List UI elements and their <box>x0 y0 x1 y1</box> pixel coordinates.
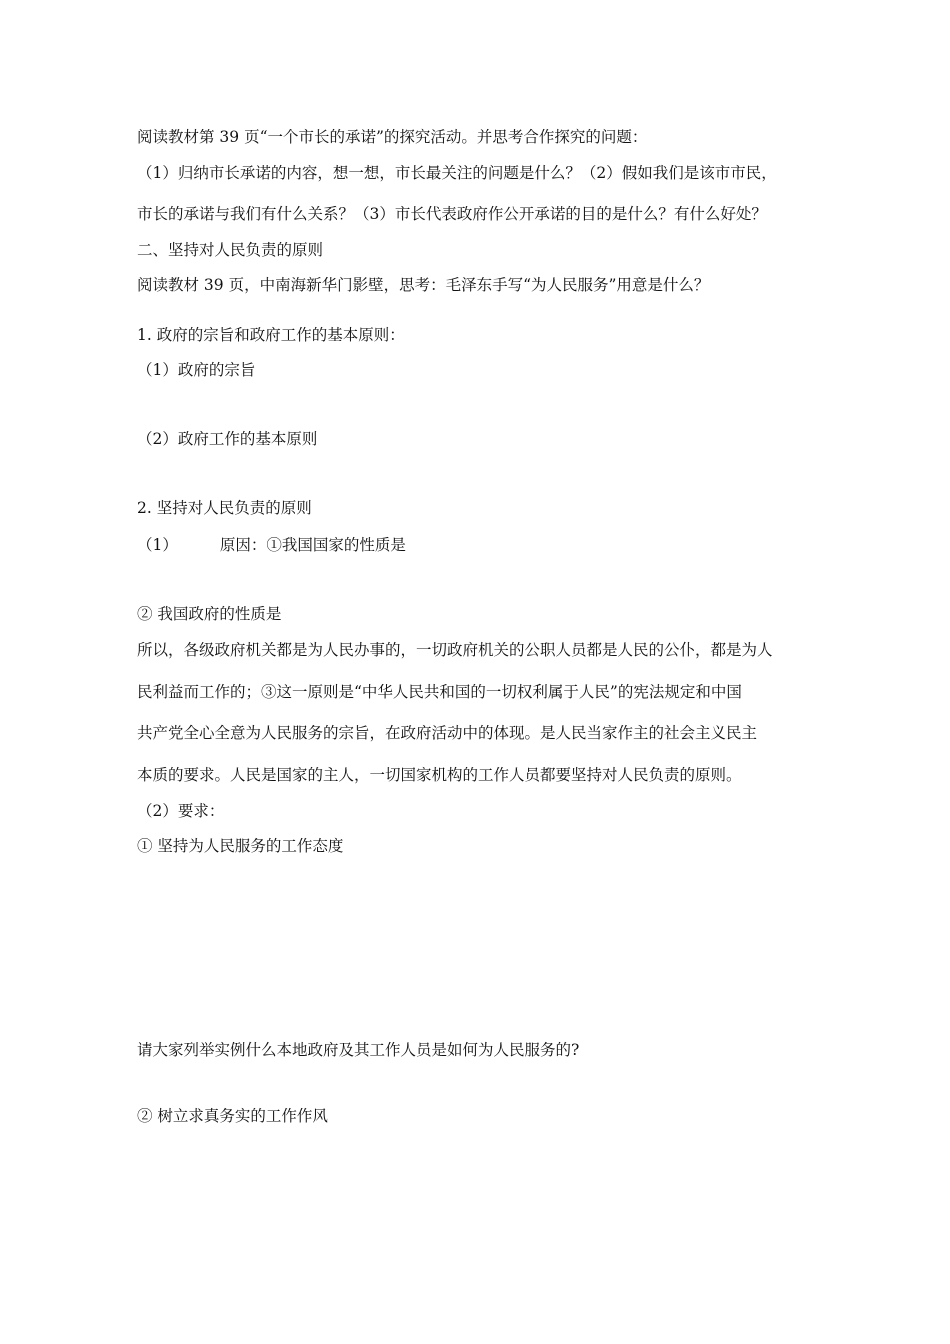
section-two-heading: 二、坚持对人民负责的原则 <box>137 241 324 259</box>
reason-2: ② 我国政府的性质是 <box>137 605 282 623</box>
item-2-sub-1-text: 原因：①我国国家的性质是 <box>219 536 406 554</box>
requirements-heading: （2）要求： <box>137 802 225 820</box>
reading-prompt: 阅读教材 39 页，中南海新华门影壁，思考：毛泽东手写“为人民服务”用意是什么？ <box>137 276 710 294</box>
item-1-heading: 1. 政府的宗旨和政府工作的基本原则： <box>137 326 405 344</box>
requirement-2: ② 树立求真务实的工作作风 <box>137 1107 328 1125</box>
item-2-heading: 2. 坚持对人民负责的原则 <box>137 499 312 517</box>
item-1-sub-1: （1）政府的宗旨 <box>137 361 256 379</box>
item-2-sub-1 <box>137 535 406 555</box>
paragraph-line-4: 本质的要求。人民是国家的主人，一切国家机构的工作人员都要坚持对人民负责的原则。 <box>137 766 742 784</box>
item-1-sub-2: （2）政府工作的基本原则 <box>137 430 318 448</box>
discussion-prompt: 请大家列举实例什么本地政府及其工作人员是如何为人民服务的? <box>137 1041 580 1059</box>
paragraph-line-1: 所以，各级政府机关都是为人民办事的，一切政府机关的公职人员都是人民的公仆，都是为人 <box>137 641 773 659</box>
intro-text: 阅读教材第 39 页“一个市长的承诺”的探究活动。并思考合作探究的问题： <box>137 128 648 146</box>
paragraph-line-2: 民利益而工作的；③这一原则是“中华人民共和国的一切权利属于人民”的宪法规定和中国 <box>137 683 742 701</box>
requirement-1: ① 坚持为人民服务的工作态度 <box>137 837 344 855</box>
questions-line-1: （1）归纳市长承诺的内容，想一想，市长最关注的问题是什么？（2）假如我们是该市市民， <box>137 164 777 182</box>
item-2-sub-1-number: （1） <box>137 536 178 554</box>
paragraph-line-3: 共产党全心全意为人民服务的宗旨，在政府活动中的体现。是人民当家作主的社会主义民主 <box>137 724 758 742</box>
questions-line-2: 市长的承诺与我们有什么关系？（3）市长代表政府作公开承诺的目的是什么？有什么好处？ <box>137 205 767 223</box>
